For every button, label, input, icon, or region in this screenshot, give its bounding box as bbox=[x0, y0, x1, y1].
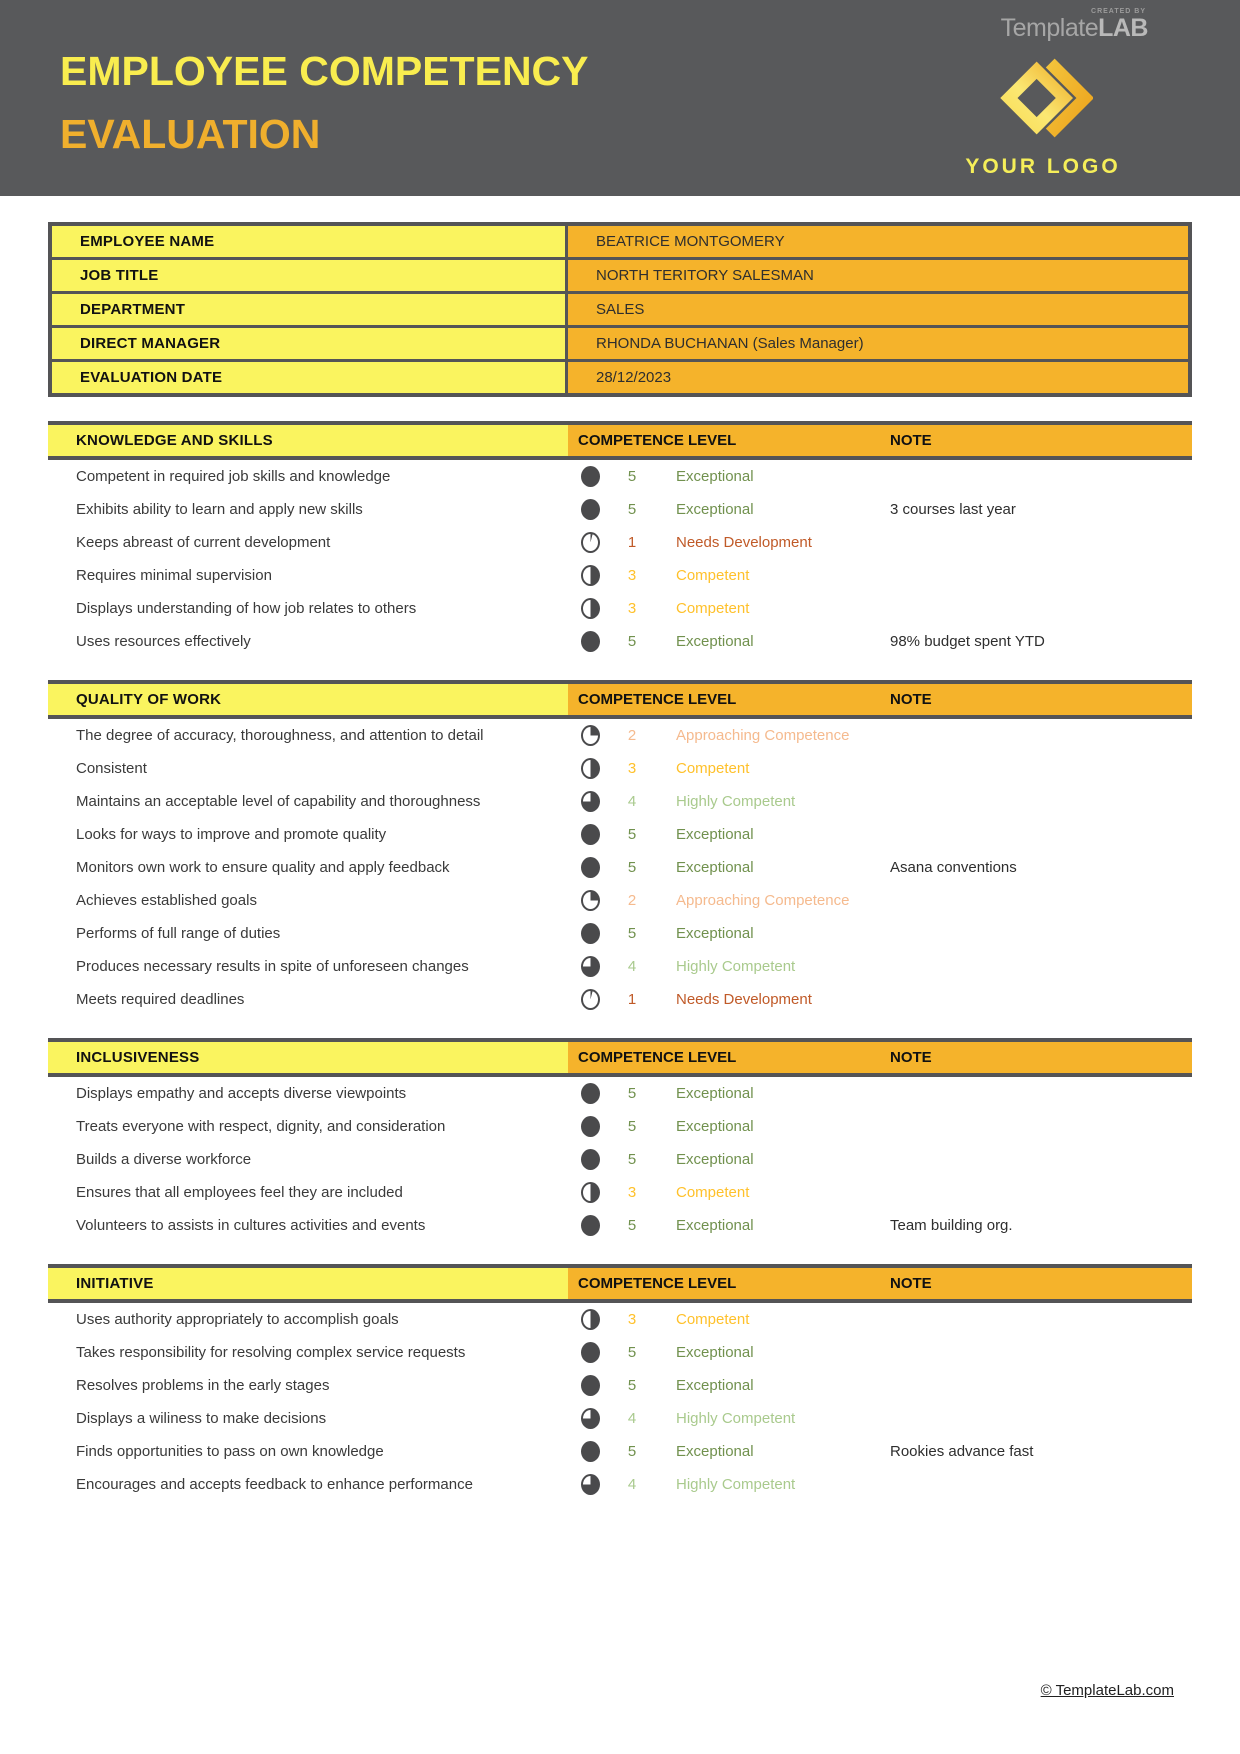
criterion-text: Keeps abreast of current development bbox=[76, 534, 331, 551]
criterion-text: Meets required deadlines bbox=[76, 991, 245, 1008]
evaluation-row bbox=[48, 625, 1192, 658]
evaluation-row bbox=[48, 851, 1192, 884]
section-title: KNOWLEDGE AND SKILLS bbox=[48, 425, 568, 456]
evaluation-row bbox=[48, 1110, 1192, 1143]
harvey-ball-icon bbox=[581, 631, 600, 652]
info-label: EMPLOYEE NAME bbox=[52, 226, 568, 257]
info-row bbox=[52, 260, 1188, 294]
criterion-text: Looks for ways to improve and promote quality bbox=[76, 826, 387, 843]
harvey-ball-icon bbox=[581, 1116, 600, 1137]
row-icon-cell bbox=[568, 1342, 612, 1363]
criterion-text: Ensures that all employees feel they are included bbox=[76, 1184, 403, 1201]
templatelab-brand bbox=[1001, 14, 1148, 42]
score-value: 2 bbox=[627, 892, 637, 909]
brand-bold: LAB bbox=[1098, 14, 1148, 42]
note-text: Rookies advance fast bbox=[890, 1443, 1034, 1460]
harvey-ball-icon bbox=[581, 989, 600, 1010]
evaluation-row bbox=[48, 917, 1192, 950]
score-label: Exceptional bbox=[676, 501, 754, 518]
score-label: Needs Development bbox=[676, 991, 812, 1008]
harvey-ball-icon bbox=[581, 1408, 600, 1429]
row-icon-cell bbox=[568, 1309, 612, 1330]
employee-info-table bbox=[48, 222, 1192, 397]
section-title: INITIATIVE bbox=[48, 1268, 568, 1299]
section-title: INCLUSIVENESS bbox=[48, 1042, 568, 1073]
score-value: 5 bbox=[627, 468, 637, 485]
column-header-note: NOTE bbox=[890, 1268, 1192, 1299]
score-label: Exceptional bbox=[676, 468, 754, 485]
score-value: 3 bbox=[627, 1184, 637, 1201]
row-icon-cell bbox=[568, 890, 612, 911]
page-title-line2: EVALUATION bbox=[60, 111, 321, 157]
page-title-line1: EMPLOYEE COMPETENCY bbox=[60, 48, 589, 94]
row-icon-cell bbox=[568, 1441, 612, 1462]
harvey-ball-icon bbox=[581, 532, 600, 553]
criterion-text: Displays empathy and accepts diverse viewpoints bbox=[76, 1085, 407, 1102]
evaluation-row bbox=[48, 950, 1192, 983]
score-value: 4 bbox=[627, 1476, 637, 1493]
score-value: 5 bbox=[627, 1118, 637, 1135]
score-label: Exceptional bbox=[676, 925, 754, 942]
sections bbox=[48, 421, 1192, 1501]
section-header bbox=[48, 1038, 1192, 1077]
column-header-note: NOTE bbox=[890, 684, 1192, 715]
row-icon-cell bbox=[568, 857, 612, 878]
evaluation-section bbox=[48, 421, 1192, 658]
harvey-ball-icon bbox=[581, 1375, 600, 1396]
column-header-competence-level: COMPETENCE LEVEL bbox=[568, 684, 890, 715]
harvey-ball-icon bbox=[581, 499, 600, 520]
score-label: Highly Competent bbox=[676, 1410, 796, 1427]
criterion-text: Uses resources effectively bbox=[76, 633, 251, 650]
row-icon-cell bbox=[568, 956, 612, 977]
row-icon-cell bbox=[568, 791, 612, 812]
evaluation-row bbox=[48, 983, 1192, 1016]
credit-created-by: CREATED BY bbox=[1091, 8, 1146, 15]
criterion-text: The degree of accuracy, thoroughness, and attention to detail bbox=[76, 727, 484, 744]
footer-link[interactable]: © TemplateLab.com bbox=[1040, 1682, 1174, 1699]
evaluation-section bbox=[48, 1264, 1192, 1501]
score-value: 5 bbox=[627, 501, 637, 518]
score-label: Highly Competent bbox=[676, 793, 796, 810]
criterion-text: Treats everyone with respect, dignity, and consideration bbox=[76, 1118, 446, 1135]
score-value: 5 bbox=[627, 1344, 637, 1361]
info-label: DIRECT MANAGER bbox=[52, 328, 568, 359]
criterion-text: Performs of full range of duties bbox=[76, 925, 281, 942]
evaluation-row bbox=[48, 884, 1192, 917]
info-value: NORTH TERITORY SALESMAN bbox=[568, 260, 1188, 291]
criterion-text: Maintains an acceptable level of capability and thoroughness bbox=[76, 793, 481, 810]
evaluation-row bbox=[48, 493, 1192, 526]
section-rows bbox=[48, 1303, 1192, 1501]
row-icon-cell bbox=[568, 758, 612, 779]
score-value: 5 bbox=[627, 633, 637, 650]
evaluation-row bbox=[48, 785, 1192, 818]
criterion-text: Monitors own work to ensure quality and apply feedback bbox=[76, 859, 450, 876]
criterion-text: Finds opportunities to pass on own knowledge bbox=[76, 1443, 384, 1460]
section-rows bbox=[48, 1077, 1192, 1242]
criterion-text: Encourages and accepts feedback to enhance performance bbox=[76, 1476, 473, 1493]
info-label: EVALUATION DATE bbox=[52, 362, 568, 393]
section-rows bbox=[48, 460, 1192, 658]
page-title bbox=[60, 40, 589, 166]
criterion-text: Displays understanding of how job relates to others bbox=[76, 600, 417, 617]
score-value: 5 bbox=[627, 1377, 637, 1394]
score-value: 4 bbox=[627, 793, 637, 810]
harvey-ball-icon bbox=[581, 1309, 600, 1330]
harvey-ball-icon bbox=[581, 565, 600, 586]
evaluation-row bbox=[48, 1209, 1192, 1242]
info-label: DEPARTMENT bbox=[52, 294, 568, 325]
note-text: Team building org. bbox=[890, 1217, 1013, 1234]
score-value: 5 bbox=[627, 1151, 637, 1168]
evaluation-row bbox=[48, 1303, 1192, 1336]
score-value: 5 bbox=[627, 1085, 637, 1102]
criterion-text: Competent in required job skills and knowledge bbox=[76, 468, 391, 485]
score-label: Exceptional bbox=[676, 633, 754, 650]
info-value: 28/12/2023 bbox=[568, 362, 1188, 393]
evaluation-row bbox=[48, 526, 1192, 559]
harvey-ball-icon bbox=[581, 725, 600, 746]
harvey-ball-icon bbox=[581, 598, 600, 619]
evaluation-row bbox=[48, 818, 1192, 851]
evaluation-row bbox=[48, 1077, 1192, 1110]
evaluation-row bbox=[48, 1369, 1192, 1402]
score-value: 5 bbox=[627, 859, 637, 876]
score-label: Exceptional bbox=[676, 1118, 754, 1135]
criterion-text: Requires minimal supervision bbox=[76, 567, 272, 584]
score-label: Competent bbox=[676, 600, 750, 617]
criterion-text: Volunteers to assists in cultures activities and events bbox=[76, 1217, 426, 1234]
row-icon-cell bbox=[568, 1408, 612, 1429]
evaluation-row bbox=[48, 460, 1192, 493]
row-icon-cell bbox=[568, 631, 612, 652]
evaluation-row bbox=[48, 1143, 1192, 1176]
score-label: Exceptional bbox=[676, 1085, 754, 1102]
info-label: JOB TITLE bbox=[52, 260, 568, 291]
column-header-competence-level: COMPETENCE LEVEL bbox=[568, 1268, 890, 1299]
criterion-text: Displays a wiliness to make decisions bbox=[76, 1410, 327, 1427]
info-value: SALES bbox=[568, 294, 1188, 325]
harvey-ball-icon bbox=[581, 1342, 600, 1363]
evaluation-row bbox=[48, 752, 1192, 785]
criterion-text: Uses authority appropriately to accomplish goals bbox=[76, 1311, 399, 1328]
score-label: Exceptional bbox=[676, 1217, 754, 1234]
info-row bbox=[52, 226, 1188, 260]
evaluation-section bbox=[48, 680, 1192, 1016]
company-logo-icon bbox=[993, 51, 1093, 145]
criterion-text: Achieves established goals bbox=[76, 892, 257, 909]
score-label: Approaching Competence bbox=[676, 892, 850, 909]
row-icon-cell bbox=[568, 532, 612, 553]
evaluation-row bbox=[48, 1468, 1192, 1501]
section-rows bbox=[48, 719, 1192, 1016]
evaluation-row bbox=[48, 1435, 1192, 1468]
note-text: 3 courses last year bbox=[890, 501, 1016, 518]
info-row bbox=[52, 328, 1188, 362]
score-value: 3 bbox=[627, 567, 637, 584]
evaluation-row bbox=[48, 1176, 1192, 1209]
header-right-column bbox=[938, 8, 1148, 179]
score-value: 5 bbox=[627, 826, 637, 843]
column-header-note: NOTE bbox=[890, 425, 1192, 456]
score-label: Exceptional bbox=[676, 859, 754, 876]
templatelab-credit bbox=[1001, 8, 1148, 41]
score-value: 3 bbox=[627, 760, 637, 777]
evaluation-row bbox=[48, 592, 1192, 625]
evaluation-row bbox=[48, 719, 1192, 752]
score-value: 4 bbox=[627, 1410, 637, 1427]
score-label: Highly Competent bbox=[676, 1476, 796, 1493]
harvey-ball-icon bbox=[581, 791, 600, 812]
section-title: QUALITY OF WORK bbox=[48, 684, 568, 715]
info-value: BEATRICE MONTGOMERY bbox=[568, 226, 1188, 257]
score-label: Competent bbox=[676, 1184, 750, 1201]
row-icon-cell bbox=[568, 824, 612, 845]
info-value: RHONDA BUCHANAN (Sales Manager) bbox=[568, 328, 1188, 359]
criterion-text: Builds a diverse workforce bbox=[76, 1151, 252, 1168]
column-header-competence-level: COMPETENCE LEVEL bbox=[568, 425, 890, 456]
row-icon-cell bbox=[568, 1375, 612, 1396]
score-value: 5 bbox=[627, 925, 637, 942]
harvey-ball-icon bbox=[581, 758, 600, 779]
row-icon-cell bbox=[568, 1182, 612, 1203]
row-icon-cell bbox=[568, 499, 612, 520]
criterion-text: Produces necessary results in spite of unforeseen changes bbox=[76, 958, 469, 975]
row-icon-cell bbox=[568, 598, 612, 619]
score-label: Needs Development bbox=[676, 534, 812, 551]
your-logo-text: YOUR LOGO bbox=[965, 155, 1121, 178]
score-label: Exceptional bbox=[676, 1344, 754, 1361]
score-value: 4 bbox=[627, 958, 637, 975]
score-label: Exceptional bbox=[676, 826, 754, 843]
column-header-competence-level: COMPETENCE LEVEL bbox=[568, 1042, 890, 1073]
brand-light: Template bbox=[1000, 14, 1099, 42]
info-row bbox=[52, 362, 1188, 393]
harvey-ball-icon bbox=[581, 824, 600, 845]
column-header-note: NOTE bbox=[890, 1042, 1192, 1073]
evaluation-row bbox=[48, 1336, 1192, 1369]
score-label: Competent bbox=[676, 760, 750, 777]
criterion-text: Takes responsibility for resolving complex service requests bbox=[76, 1344, 466, 1361]
info-row bbox=[52, 294, 1188, 328]
section-header bbox=[48, 421, 1192, 460]
row-icon-cell bbox=[568, 565, 612, 586]
criterion-text: Consistent bbox=[76, 760, 147, 777]
harvey-ball-icon bbox=[581, 1083, 600, 1104]
row-icon-cell bbox=[568, 1116, 612, 1137]
evaluation-row bbox=[48, 1402, 1192, 1435]
harvey-ball-icon bbox=[581, 890, 600, 911]
score-value: 1 bbox=[627, 991, 637, 1008]
harvey-ball-icon bbox=[581, 857, 600, 878]
row-icon-cell bbox=[568, 725, 612, 746]
row-icon-cell bbox=[568, 923, 612, 944]
row-icon-cell bbox=[568, 1083, 612, 1104]
score-label: Competent bbox=[676, 567, 750, 584]
harvey-ball-icon bbox=[581, 923, 600, 944]
row-icon-cell bbox=[568, 1149, 612, 1170]
harvey-ball-icon bbox=[581, 1215, 600, 1236]
evaluation-section bbox=[48, 1038, 1192, 1242]
score-value: 5 bbox=[627, 1217, 637, 1234]
harvey-ball-icon bbox=[581, 1182, 600, 1203]
section-header bbox=[48, 680, 1192, 719]
harvey-ball-icon bbox=[581, 1149, 600, 1170]
score-label: Exceptional bbox=[676, 1443, 754, 1460]
harvey-ball-icon bbox=[581, 1474, 600, 1495]
harvey-ball-icon bbox=[581, 956, 600, 977]
score-label: Exceptional bbox=[676, 1151, 754, 1168]
evaluation-row bbox=[48, 559, 1192, 592]
row-icon-cell bbox=[568, 1474, 612, 1495]
criterion-text: Resolves problems in the early stages bbox=[76, 1377, 330, 1394]
note-text: Asana conventions bbox=[890, 859, 1017, 876]
score-label: Exceptional bbox=[676, 1377, 754, 1394]
score-value: 5 bbox=[627, 1443, 637, 1460]
harvey-ball-icon bbox=[581, 466, 600, 487]
score-value: 2 bbox=[627, 727, 637, 744]
row-icon-cell bbox=[568, 989, 612, 1010]
row-icon-cell bbox=[568, 466, 612, 487]
criterion-text: Exhibits ability to learn and apply new skills bbox=[76, 501, 363, 518]
row-icon-cell bbox=[568, 1215, 612, 1236]
score-label: Approaching Competence bbox=[676, 727, 850, 744]
score-value: 1 bbox=[627, 534, 637, 551]
score-value: 3 bbox=[627, 1311, 637, 1328]
section-header bbox=[48, 1264, 1192, 1303]
score-value: 3 bbox=[627, 600, 637, 617]
note-text: 98% budget spent YTD bbox=[890, 633, 1045, 650]
score-label: Highly Competent bbox=[676, 958, 796, 975]
harvey-ball-icon bbox=[581, 1441, 600, 1462]
header-band bbox=[0, 0, 1240, 196]
score-label: Competent bbox=[676, 1311, 750, 1328]
